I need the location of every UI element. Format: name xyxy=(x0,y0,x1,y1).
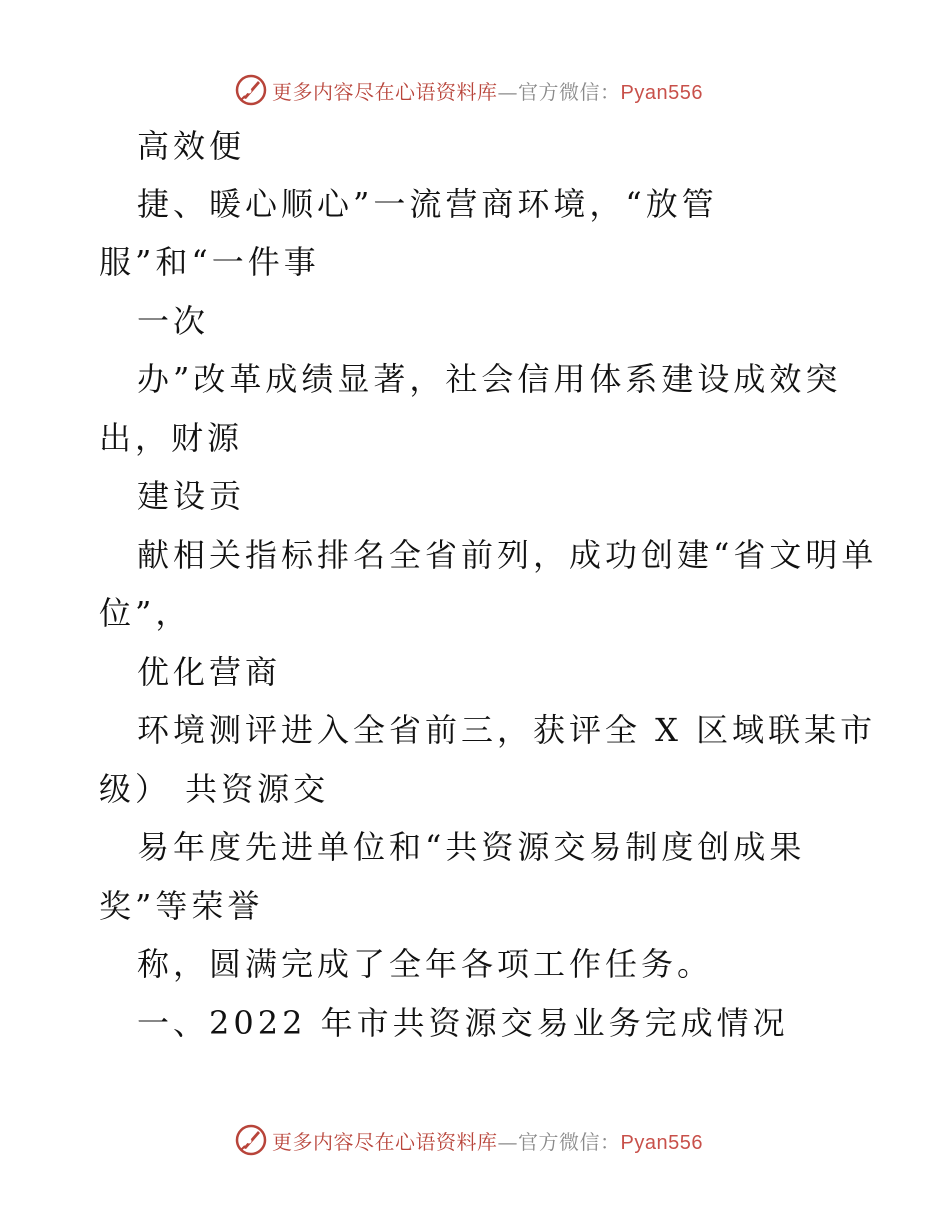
body-line: 献相关指标排名全省前列，成功创建“省文明单 xyxy=(137,536,878,574)
quill-logo-icon xyxy=(234,73,268,107)
body-line: 服”和“一件事 xyxy=(99,243,320,281)
header-banner-text xyxy=(272,76,703,105)
footer-banner-wechat-id: Pyan556 xyxy=(620,1131,703,1154)
header-banner xyxy=(234,72,714,108)
body-line: 称，圆满完成了全年各项工作任务。 xyxy=(137,945,714,983)
header-banner-dash: — xyxy=(497,79,518,104)
footer-banner xyxy=(234,1122,714,1158)
quill-logo-icon xyxy=(234,1123,268,1157)
footer-banner-dash: — xyxy=(497,1129,518,1154)
body-line: 出，财源 xyxy=(99,419,244,457)
header-banner-main: 更多内容尽在心语资料库 xyxy=(272,79,498,104)
body-line: 高效便 xyxy=(137,127,246,165)
body-line: 一次 xyxy=(137,302,210,340)
header-banner-wechat-label: 官方微信： xyxy=(518,79,621,104)
body-line: 位”， xyxy=(99,594,192,632)
body-line: 优化营商 xyxy=(137,653,282,691)
section-heading: 一、2022 年市共资源交易业务完成情况 xyxy=(137,1004,789,1042)
footer-banner-wechat-label: 官方微信： xyxy=(518,1129,621,1154)
body-line: 办”改革成绩显著，社会信用体系建设成效突 xyxy=(137,360,842,398)
body-line: 奖”等荣誉 xyxy=(99,887,264,925)
body-line: 捷、暖心顺心”一流营商环境，“放管 xyxy=(137,185,718,223)
body-line: 级） 共资源交 xyxy=(99,770,330,808)
body-line: 环境测评进入全省前三，获评全 X 区域联某市 xyxy=(137,711,877,749)
body-line: 易年度先进单位和“共资源交易制度创成果 xyxy=(137,828,806,866)
body-line: 建设贡 xyxy=(137,477,246,515)
header-banner-wechat-id: Pyan556 xyxy=(620,81,703,104)
footer-banner-main: 更多内容尽在心语资料库 xyxy=(272,1129,498,1154)
footer-banner-text xyxy=(272,1126,703,1155)
